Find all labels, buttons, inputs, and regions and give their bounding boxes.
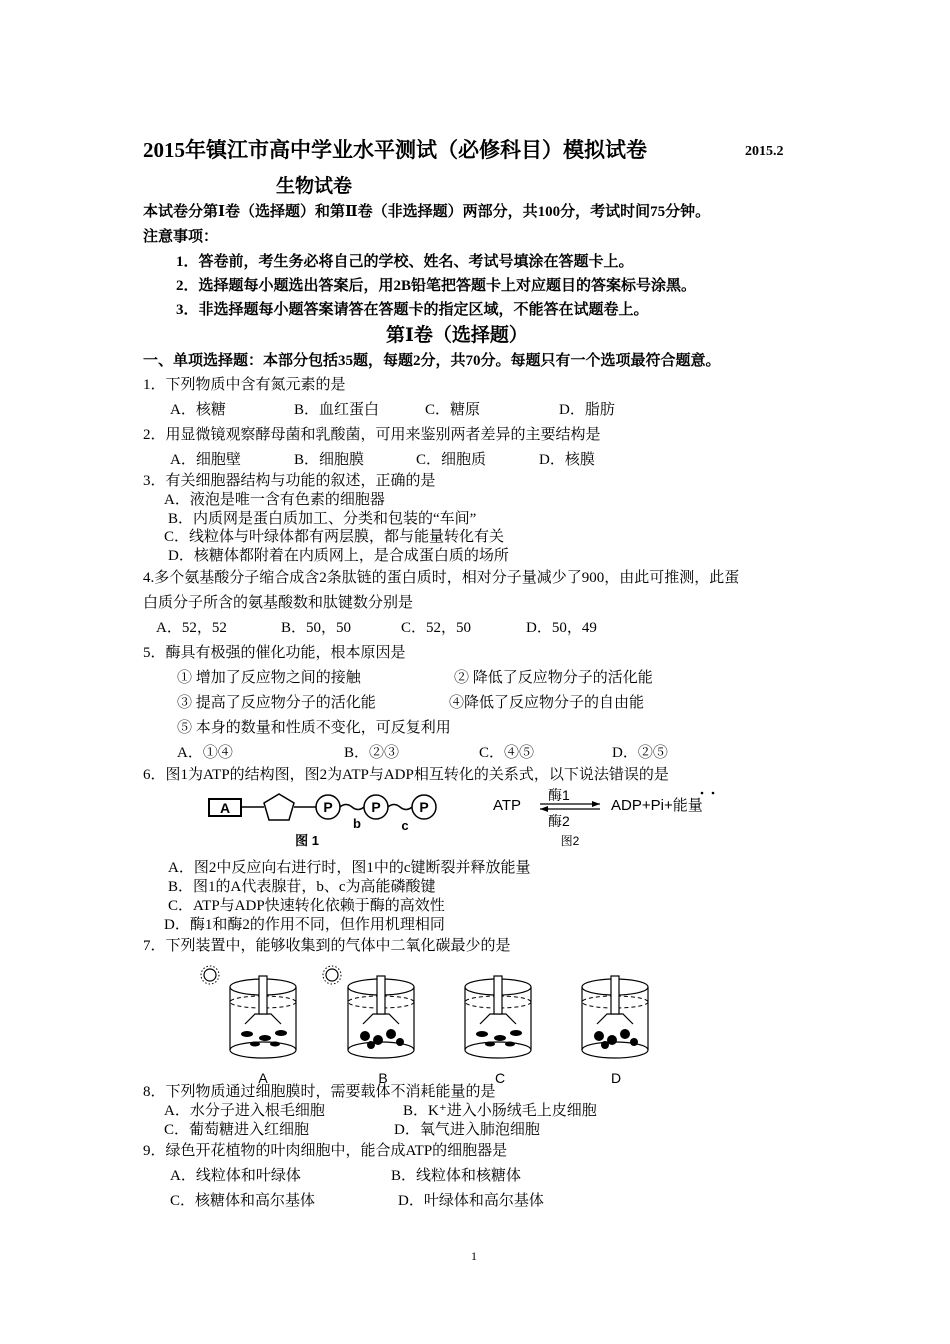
question-6-stem: 6．图1为ATP的结构图，图2为ATP与ADP相互转化的关系式，以下说法错误的是 <box>143 767 669 783</box>
jar-a <box>230 976 296 1058</box>
bond-b-label: b <box>353 816 361 831</box>
question-9-stem: 9．绿色开花植物的叶肉细胞中，能合成ATP的细胞器是 <box>143 1143 508 1159</box>
phosphate-label: P <box>371 799 381 815</box>
phosphate-label: P <box>419 799 429 815</box>
q5-statement-2: ② 降低了反应物分子的活化能 <box>454 670 653 686</box>
q5-statement-4: ④降低了反应物分子的自由能 <box>449 695 645 711</box>
jar-c-label: C <box>494 1070 506 1086</box>
question-4-stem-line-1: 4.多个氨基酸分子缩合成含2条肽链的蛋白质时，相对分子量减少了900，由此可推测，此蛋 <box>143 570 740 586</box>
q4-option-a: A．52，52 <box>156 620 227 636</box>
q2-option-c: C．细胞质 <box>416 452 487 468</box>
atp-figure <box>200 782 760 854</box>
q5-statement-5: ⑤ 本身的数量和性质不变化，可反复利用 <box>177 720 451 736</box>
question-2-stem: 2．用显微镜观察酵母菌和乳酸菌，可用来鉴别两者差异的主要结构是 <box>143 427 601 443</box>
q3-option-d: D．核糖体都附着在内质网上，是合成蛋白质的场所 <box>168 548 509 564</box>
q4-option-d: D．50，49 <box>526 620 597 636</box>
adenine-label: A <box>219 800 231 816</box>
sun-icon <box>323 966 341 984</box>
note-item: 1．答卷前，考生务必将自己的学校、姓名、考试号填涂在答题卡上。 <box>176 254 634 270</box>
figure-2-caption: 图2 <box>560 834 580 848</box>
q8-option-b: B．K⁺进入小肠绒毛上皮细胞 <box>403 1103 597 1119</box>
q9-option-a: A．线粒体和叶绿体 <box>170 1168 301 1184</box>
note-item: 2．选择题每小题选出答案后，用2B铅笔把答题卡上对应题目的答案标号涂黑。 <box>176 278 697 294</box>
high-energy-bond-c <box>388 805 412 810</box>
q9-option-c: C．核糖体和高尔基体 <box>170 1193 316 1209</box>
question-7-stem: 7．下列装置中，能够收集到的气体中二氧化碳最少的是 <box>143 938 511 954</box>
jar-d-label: D <box>610 1070 622 1086</box>
apparatus-figure <box>195 962 665 1086</box>
q1-option-b: B．血红蛋白 <box>294 402 380 418</box>
high-energy-bond-b <box>340 805 364 810</box>
q8-option-c: C．葡萄糖进入红细胞 <box>164 1122 310 1138</box>
question-4-stem-line-2: 白质分子所含的氨基酸数和肽键数分别是 <box>143 595 414 611</box>
q1-option-c: C．糖原 <box>425 402 481 418</box>
q2-option-b: B．细胞膜 <box>294 452 365 468</box>
q1-option-d: D．脂肪 <box>559 402 615 418</box>
q5-option-d: D．②⑤ <box>612 745 668 761</box>
q3-option-b: B．内质网是蛋白质加工、分类和包装的“车间” <box>168 511 477 527</box>
q5-statement-3: ③ 提高了反应物分子的活化能 <box>177 695 376 711</box>
question-1-stem: 1．下列物质中含有氮元素的是 <box>143 377 346 393</box>
q3-option-c: C．线粒体与叶绿体都有两层膜，都与能量转化有关 <box>164 529 505 545</box>
notes-heading: 注意事项： <box>143 229 219 245</box>
adp-label: ADP+Pi+能量 <box>611 797 703 814</box>
q2-option-d: D．核膜 <box>539 452 595 468</box>
q5-statement-1: ① 增加了反应物之间的接触 <box>177 670 361 686</box>
q8-option-d: D．氧气进入肺泡细胞 <box>394 1122 540 1138</box>
atp-label: ATP <box>493 797 522 814</box>
q1-option-a: A．核糖 <box>170 402 226 418</box>
ribose-pentagon <box>264 794 294 820</box>
part-one-instructions: 一、单项选择题：本部分包括35题，每题2分，共70分。每题只有一个选项最符合题意。 <box>143 353 721 369</box>
q2-option-a: A．细胞壁 <box>170 452 241 468</box>
q8-option-a: A．水分子进入根毛细胞 <box>164 1103 325 1119</box>
q9-option-d: D．叶绿体和高尔基体 <box>398 1193 544 1209</box>
jar-b-label: B <box>378 1070 388 1086</box>
q6-option-c: C．ATP与ADP快速转化依赖于酶的高效性 <box>168 898 445 914</box>
jar-d <box>582 976 648 1058</box>
q6-option-b: B．图1的A代表腺苷，b、c为高能磷酸键 <box>168 879 436 895</box>
sun-icon <box>201 966 219 984</box>
q3-option-a: A．液泡是唯一含有色素的细胞器 <box>164 492 385 508</box>
enzyme-1-label: 酶1 <box>548 787 570 803</box>
q6-option-d: D．酶1和酶2的作用不同，但作用机理相同 <box>164 917 445 933</box>
page-number: 1 <box>471 1249 477 1263</box>
paper-date: 2015.2 <box>745 144 784 159</box>
jar-a-label: A <box>258 1070 268 1086</box>
note-item: 3．非选择题每小题答案请答在答题卡的指定区域，不能答在试题卷上。 <box>176 302 649 318</box>
q4-option-c: C．52，50 <box>401 620 472 636</box>
enzyme-2-label: 酶2 <box>548 813 570 829</box>
question-3-stem: 3．有关细胞器结构与功能的叙述，正确的是 <box>143 473 436 489</box>
q5-option-c: C．④⑤ <box>479 745 535 761</box>
question-5-stem: 5．酶具有极强的催化功能，根本原因是 <box>143 645 406 661</box>
q5-option-b: B．②③ <box>344 745 400 761</box>
intro-text: 本试卷分第Ⅰ卷（选择题）和第Ⅱ卷（非选择题）两部分，共100分，考试时间75分钟。 <box>143 204 711 220</box>
q9-option-b: B．线粒体和核糖体 <box>391 1168 522 1184</box>
paper-subtitle: 生物试卷 <box>276 176 353 197</box>
paper-title: 2015年镇江市高中学业水平测试（必修科目）模拟试卷 <box>143 138 647 162</box>
q4-option-b: B．50，50 <box>281 620 352 636</box>
question-8-stem: 8．下列物质通过细胞膜时，需要载体不消耗能量的是 <box>143 1084 496 1100</box>
bond-c-label: c <box>401 818 409 833</box>
section-title: 第Ⅰ卷（选择题） <box>386 325 528 346</box>
q5-option-a: A．①④ <box>177 745 233 761</box>
jar-b <box>348 976 414 1058</box>
q6-option-a: A．图2中反应向右进行时，图1中的c键断裂并释放能量 <box>168 860 531 876</box>
jar-c <box>465 976 531 1058</box>
phosphate-label: P <box>323 799 333 815</box>
figure-1-caption: 图 1 <box>295 833 319 848</box>
